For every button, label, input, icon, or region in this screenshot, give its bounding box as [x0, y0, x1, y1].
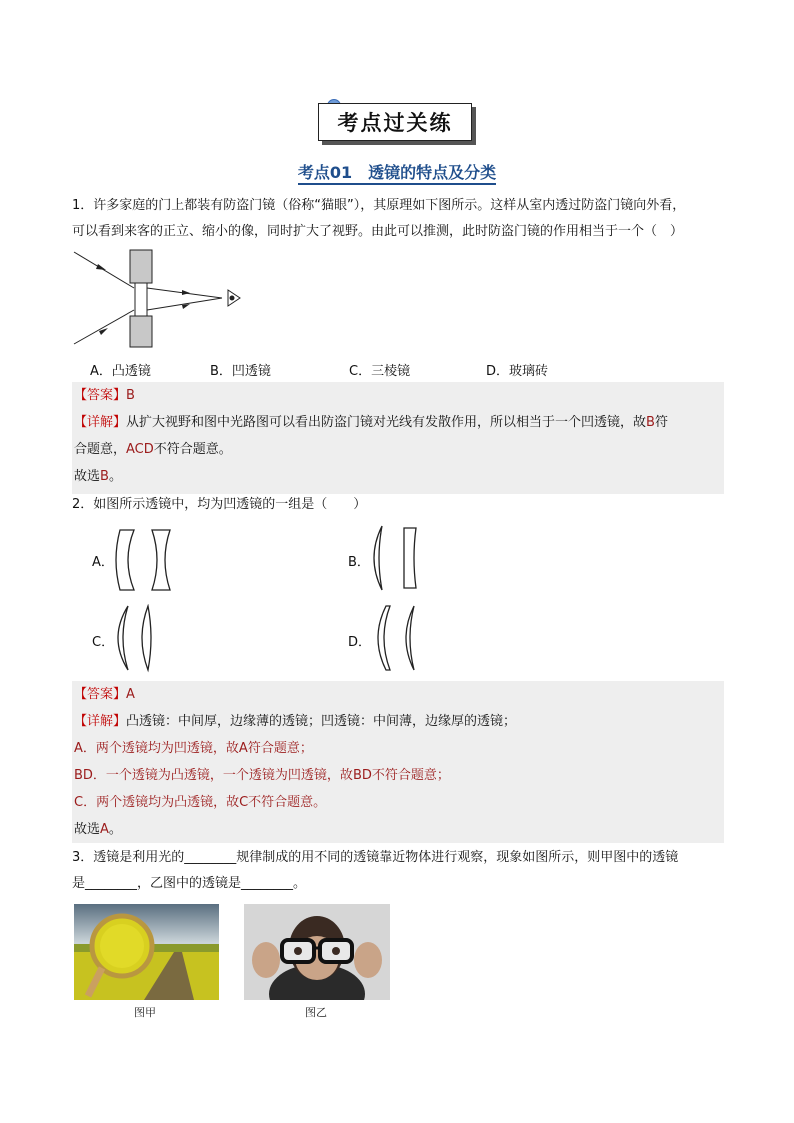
magnifier-photo [74, 904, 219, 1000]
q1-detail-line-2 [72, 436, 724, 463]
q2-detail-line-bd [72, 762, 724, 789]
q2-label-d: D． [348, 635, 372, 650]
question-1-line-1: 1．许多家庭的门上都装有防盗门镜（俗称“猫眼”），其原理如下图所示。这样从室内透过防盗门镜向外看， [72, 198, 686, 213]
q2-conclusion [72, 816, 724, 843]
q2-detail-c-text: C．两个透镜均为凸透镜，故 [74, 795, 240, 810]
q2-lenses-b [368, 524, 428, 594]
q2-detail-c-tail: 不符合题意。 [248, 795, 327, 810]
q2-lenses-d [368, 604, 428, 674]
q2-detail-line-c [72, 789, 724, 816]
question-3-line-1: 3．透镜是利用光的________规律制成的用不同的透镜靠近物体进行观察，现象如图所示，则甲图中的透镜 [72, 850, 679, 865]
caption-figure-a: 图甲 [134, 1006, 156, 1019]
detail-tag: 【详解】 [74, 714, 127, 729]
q1-conclusion-text: 故选 [74, 469, 101, 484]
q2-detail-line-a [72, 735, 724, 762]
q2-detail-a-letter: A [238, 741, 248, 756]
q1-option-a: A．凸透镜 [90, 364, 151, 379]
question-3-stem [72, 845, 724, 897]
q1-detail-acd: ACD [126, 442, 154, 457]
q2-conclusion-letter: A [100, 822, 109, 837]
q2-detail-bd-letter: BD [352, 768, 372, 783]
q1-conclusion-letter: B [100, 469, 109, 484]
q2-conclusion-text: 故选 [74, 822, 101, 837]
caption-figure-b: 图乙 [305, 1006, 327, 1019]
question-3-line-2: 是________，乙图中的透镜是________。 [72, 876, 307, 891]
question-1-line-2: 可以看到来客的正立、缩小的像，同时扩大了视野。由此可以推测，此时防盗门镜的作用相当于一个（ ） [72, 224, 684, 239]
q1-detail-text: 从扩大视野和图中光路图可以看出防盗门镜对光线有发散作用，所以相当于一个凹透镜，故 [126, 415, 647, 430]
q2-detail-bd-text: BD．一个透镜为凸透镜，一个透镜为凹透镜，故 [74, 768, 353, 783]
q2-detail-text: 凸透镜：中间厚，边缘薄的透镜；凹透镜：中间薄，边缘厚的透镜； [126, 714, 517, 729]
answer-tag: 【答案】 [74, 388, 127, 403]
answer-tag: 【答案】 [74, 687, 127, 702]
detail-tag: 【详解】 [74, 415, 127, 430]
q2-label-c: C． [92, 635, 115, 650]
q1-answer-block [72, 382, 724, 494]
q2-answer-block [72, 681, 724, 843]
q1-detail-text-2: 合题意， [74, 442, 127, 457]
q2-label-b: B． [348, 555, 370, 570]
q1-option-b: B．凹透镜 [210, 364, 271, 379]
q1-detail-line-1 [72, 409, 724, 436]
q2-detail-a-text: A．两个透镜均为凹透镜，故 [74, 741, 239, 756]
q2-lenses-c [110, 604, 160, 674]
question-2-stem: 2．如图所示透镜中，均为凹透镜的一组是（ ） [72, 497, 367, 512]
q1-detail-tail: 符 [654, 415, 668, 430]
q2-answer-value: A [126, 687, 135, 702]
page-title: 考点过关练 [318, 103, 472, 141]
q2-detail-line-1 [72, 708, 724, 735]
question-1-stem [72, 193, 724, 245]
q1-conclusion-end: 。 [108, 469, 122, 484]
q1-detail-b: B [646, 415, 655, 430]
q1-answer-line [72, 382, 724, 409]
q2-detail-a-tail: 符合题意； [247, 741, 313, 756]
q2-detail-bd-tail: 不符合题意； [371, 768, 450, 783]
q2-answer-line [72, 681, 724, 708]
q1-conclusion [72, 463, 724, 490]
q2-label-a: A． [92, 555, 114, 570]
q1-detail-tail-2: 不符合题意。 [153, 442, 232, 457]
section-title [0, 160, 794, 183]
q2-detail-c-letter: C [239, 795, 249, 810]
q1-option-d: D．玻璃砖 [486, 364, 549, 379]
q1-answer-value: B [126, 388, 135, 403]
q2-lenses-a [112, 528, 182, 592]
section-title-text: 考点01 透镜的特点及分类 [298, 163, 496, 185]
glasses-photo [244, 904, 390, 1000]
q1-option-c: C．三棱镜 [349, 364, 411, 379]
peephole-ray-diagram [72, 248, 252, 348]
q2-conclusion-end: 。 [108, 822, 122, 837]
